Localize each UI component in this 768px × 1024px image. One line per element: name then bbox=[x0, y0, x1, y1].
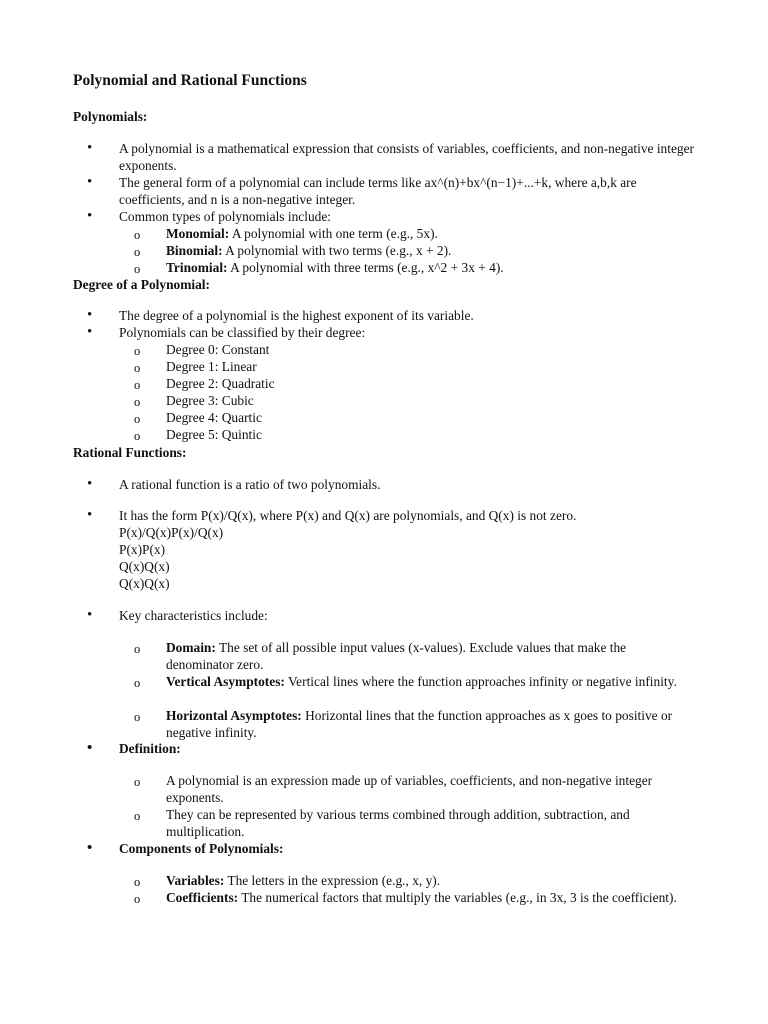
term-label: Horizontal Asymptotes: bbox=[166, 708, 302, 723]
term-text: A polynomial with one term (e.g., 5x). bbox=[229, 226, 438, 241]
term-label: Domain: bbox=[166, 640, 216, 655]
list-item-components: • Components of Polynomials: bbox=[119, 840, 694, 857]
list-item: • Key characteristics include: bbox=[119, 607, 694, 624]
sub-list-item: o Degree 2: Quadratic bbox=[166, 375, 696, 392]
formula-line: P(x)P(x) bbox=[119, 542, 166, 557]
sub-list-item bbox=[166, 242, 696, 259]
sub-list-item bbox=[166, 639, 696, 673]
term-text: The letters in the expression (e.g., x, y). bbox=[224, 873, 441, 888]
formula-line: Q(x)Q(x) bbox=[119, 559, 170, 574]
term-label: Variables: bbox=[166, 873, 225, 888]
term-text: Vertical lines where the function approaches infinity or negative infinity. bbox=[284, 674, 677, 689]
term-label: Trinomial: bbox=[166, 260, 228, 275]
sub-list-item bbox=[166, 872, 696, 889]
term-text: A polynomial with two terms (e.g., x + 2). bbox=[222, 243, 452, 258]
section-heading-rational: Rational Functions: bbox=[73, 445, 187, 460]
list-item: • The general form of a polynomial can include terms like ax^(n)+bx^(n−1)+...+k, where a,b,k are coefficients, and n is a non-negative integer. bbox=[119, 174, 694, 208]
section-heading-polynomials: Polynomials: bbox=[73, 109, 148, 124]
list-item-definition: • Definition: bbox=[119, 740, 694, 757]
term-label: Vertical Asymptotes: bbox=[166, 674, 285, 689]
list-item: • It has the form P(x)/Q(x), where P(x) and Q(x) are polynomials, and Q(x) is not zero. bbox=[119, 507, 694, 524]
sub-list-item: o A polynomial is an expression made up of variables, coefficients, and non-negative integer exponents. bbox=[166, 772, 696, 806]
term-label: Binomial: bbox=[166, 243, 223, 258]
term-text: The numerical factors that multiply the variables (e.g., in 3x, 3 is the coefficient). bbox=[238, 890, 677, 905]
sub-list-item bbox=[166, 259, 696, 276]
page-title: Polynomial and Rational Functions bbox=[73, 72, 307, 89]
list-item: • Common types of polynomials include: bbox=[119, 208, 694, 225]
sub-list-item: o Degree 3: Cubic bbox=[166, 392, 696, 409]
formula-line: P(x)/Q(x)P(x)/Q(x) bbox=[119, 525, 224, 540]
sub-list-item bbox=[166, 673, 696, 690]
formula-line: Q(x)Q(x) bbox=[119, 576, 170, 591]
list-item: • A polynomial is a mathematical expression that consists of variables, coefficients, and non-negative integer exponents. bbox=[119, 140, 694, 174]
sub-list-item: o Degree 5: Quintic bbox=[166, 426, 696, 443]
list-item: • A rational function is a ratio of two polynomials. bbox=[119, 476, 694, 493]
sub-list-item bbox=[166, 707, 696, 741]
section-heading-degree: Degree of a Polynomial: bbox=[73, 277, 210, 292]
sub-list-item bbox=[166, 225, 696, 242]
term-label: Coefficients: bbox=[166, 890, 239, 905]
term-text: A polynomial with three terms (e.g., x^2 + 3x + 4). bbox=[227, 260, 504, 275]
term-text: The set of all possible input values (x-values). Exclude values that make the denominator zero. bbox=[166, 640, 627, 672]
term-text: Horizontal lines that the function approaches as x goes to positive or negative infinity. bbox=[166, 708, 673, 740]
list-item: • Polynomials can be classified by their degree: bbox=[119, 324, 694, 341]
term-label: Monomial: bbox=[166, 226, 230, 241]
sub-list-item: o Degree 4: Quartic bbox=[166, 409, 696, 426]
list-item: • The degree of a polynomial is the highest exponent of its variable. bbox=[119, 307, 694, 324]
sub-list-item bbox=[166, 889, 696, 906]
sub-list-item: o Degree 1: Linear bbox=[166, 358, 696, 375]
sub-list-item: o They can be represented by various terms combined through addition, subtraction, and multiplication. bbox=[166, 806, 696, 840]
sub-list-item: o Degree 0: Constant bbox=[166, 341, 696, 358]
